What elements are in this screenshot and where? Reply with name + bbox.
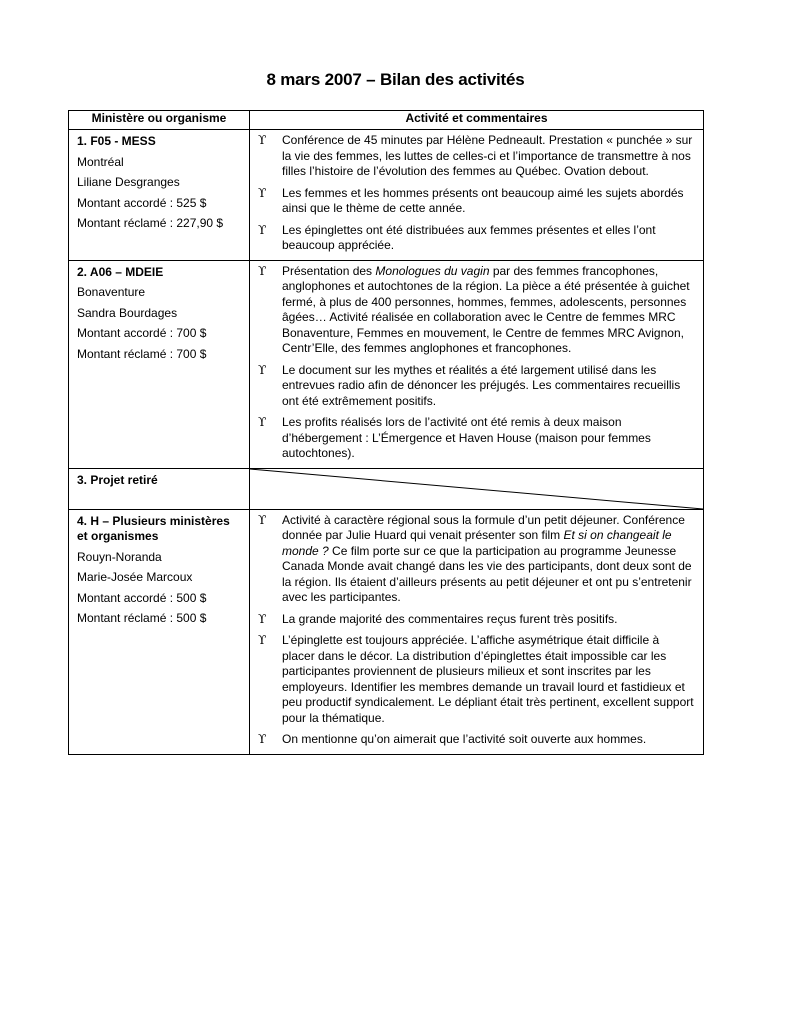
comment-text: On mentionne qu’on aimerait que l’activité soit ouverte aux hommes. [282, 732, 647, 746]
diagonal-line [250, 469, 703, 509]
row-title: 4. H – Plusieurs ministères et organismes [77, 513, 230, 543]
organisme-detail-line: Montant réclamé : 700 $ [77, 346, 207, 361]
comment-item [258, 612, 695, 628]
table-row [69, 509, 704, 754]
withdrawn-cell [250, 468, 704, 509]
organisme-detail-line: Montant réclamé : 227,90 $ [77, 216, 224, 230]
greek-upsilon-hook-icon: ϒ [258, 512, 267, 527]
table-row [69, 260, 704, 468]
table-header-row [69, 111, 704, 130]
comment-item [258, 363, 695, 410]
organisme-detail-line: Liliane Desgranges [77, 175, 180, 189]
table-body [69, 130, 704, 755]
organisme-detail-line: Montant accordé : 700 $ [77, 326, 207, 340]
organisme-cell [69, 509, 250, 754]
greek-upsilon-hook-icon: ϒ [258, 633, 267, 647]
organisme-cell [69, 130, 250, 261]
column-header-activite: Activité et commentaires [250, 111, 704, 130]
greek-upsilon-hook-icon: ϒ [258, 362, 267, 377]
comment-item [258, 133, 695, 180]
comment-list [258, 133, 695, 254]
activite-cell [250, 260, 704, 468]
comment-list [258, 264, 695, 462]
activite-cell [250, 509, 704, 754]
comment-text: Présentation des [282, 263, 376, 278]
greek-upsilon-hook-icon: ϒ [258, 263, 267, 278]
greek-upsilon-hook-icon: ϒ [258, 611, 267, 626]
row-title: 1. F05 - MESS [77, 134, 156, 148]
organisme-detail-line: Rouyn-Noranda [77, 549, 162, 564]
greek-upsilon-hook-icon: ϒ [258, 732, 267, 746]
comment-text: Le document sur les mythes et réalités a été largement utilisé dans les entrevues radio afin de dénoncer les préjugés. Les commentaires recueillis ont été extrêmement positifs. [282, 362, 681, 408]
organisme-detail-line: Montant accordé : 500 $ [77, 590, 207, 605]
comment-italic-title: Monologues du vagin [375, 263, 490, 278]
comment-item [258, 513, 695, 606]
organisme-detail-line: Marie-Josée Marcoux [77, 570, 193, 584]
activities-table [68, 110, 704, 755]
comment-item [258, 264, 695, 357]
comment-item [258, 732, 695, 748]
table-row [69, 130, 704, 261]
row-title: 3. Projet retiré [77, 472, 158, 487]
table-row [69, 468, 704, 509]
comment-list [258, 513, 695, 748]
greek-upsilon-hook-icon: ϒ [258, 222, 267, 237]
comment-text: Les profits réalisés lors de l’activité ont été remis à deux maison d’hébergement : L’Émergence et Haven House (maison pour femmes autochtones). [282, 415, 651, 460]
row-title: 2. A06 – MDEIE [77, 264, 164, 279]
column-header-organisme: Ministère ou organisme [69, 111, 250, 130]
comment-text: L’épinglette est toujours appréciée. L’affiche asymétrique était difficile à placer dans le décor. La distribution d’épinglettes était impossible car les participantes proviennent de plusieurs milieux et sont inscrites par les employeurs. Identifier les membres demande un travail lourd et fastidieux et peu productif syndicalement. Le dépliant était très pertinent, excellent support pour la thématique. [282, 633, 694, 725]
comment-item [258, 186, 695, 217]
comment-text: Ce film porte sur ce que la participation au programme Jeunesse Canada Monde avait changé dans les vie des participants, dont deux sont de la région. Ils étaient d’ailleurs présents au petit déjeuner et ont pu s’entretenir avec les participantes. [282, 543, 692, 604]
comment-text: par des femmes francophones, anglophones et autochtones de la région. La pièce a été présentée à guichet fermé, à plus de 400 personnes, hommes, femmes, adolescents, personnes âgées… Activité réalisée en collaboration avec le Centre de femmes MRC Bonaventure, Femmes en mouvement, le Centre de femmes MRC Avignon, Centr’Elle, des femmes anglophones et francophones. [282, 263, 690, 355]
organisme-detail-line: Sandra Bourdages [77, 305, 178, 320]
comment-text: Activité à caractère régional sous la formule d’un petit déjeuner. Conférence donnée par Julie Huard qui venait présenter son film [282, 512, 685, 542]
comment-text: Les épinglettes ont été distribuées aux femmes présentes et elles l’ont beaucoup appréciée. [282, 222, 656, 252]
organisme-detail-line: Montant accordé : 525 $ [77, 195, 207, 210]
page-title: 8 mars 2007 – Bilan des activités [266, 70, 525, 89]
organisme-detail-line: Montant réclamé : 500 $ [77, 611, 207, 625]
organisme-detail-line: Bonaventure [77, 285, 146, 299]
comment-text: La grande majorité des commentaires reçus furent très positifs. [282, 611, 618, 626]
activite-cell [250, 130, 704, 261]
organisme-detail-line: Montréal [77, 154, 124, 169]
comment-italic-title: Et si on changeait le monde ? [282, 528, 672, 558]
greek-upsilon-hook-icon: ϒ [258, 185, 267, 200]
organisme-cell [69, 468, 250, 509]
organisme-cell [69, 260, 250, 468]
comment-text: Les femmes et les hommes présents ont beaucoup aimé les sujets abordés ainsi que le thème de cette année. [282, 185, 684, 215]
comment-item [258, 415, 695, 462]
strike-diagonal-line [250, 469, 703, 509]
comment-item [258, 633, 695, 726]
greek-upsilon-hook-icon: ϒ [258, 415, 267, 429]
greek-upsilon-hook-icon: ϒ [258, 133, 267, 147]
comment-item [258, 223, 695, 254]
comment-text: Conférence de 45 minutes par Hélène Pedneault. Prestation « punchée » sur la vie des femmes, les luttes de celles-ci et l’importance de transmettre à nos filles l’histoire de l’évolution des femmes au Québec. Ovation debout. [282, 133, 693, 178]
